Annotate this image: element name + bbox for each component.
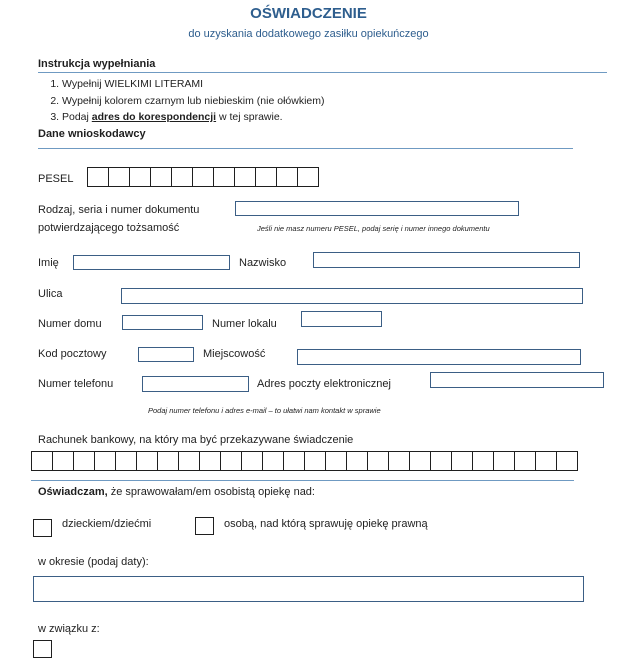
children-checkbox[interactable] xyxy=(33,519,52,537)
pesel-digit-cell[interactable] xyxy=(171,167,193,187)
bank-digit-cell[interactable] xyxy=(493,451,515,471)
instructions-list xyxy=(36,76,325,126)
pesel-digit-cell[interactable] xyxy=(108,167,130,187)
postal-code-field[interactable] xyxy=(138,347,194,362)
bank-digit-cell[interactable] xyxy=(325,451,347,471)
bank-digit-cell[interactable] xyxy=(514,451,536,471)
children-option-label: dzieckiem/dziećmi xyxy=(62,518,152,530)
bank-digit-cell[interactable] xyxy=(283,451,305,471)
pesel-digit-cell[interactable] xyxy=(276,167,298,187)
pesel-digit-cell[interactable] xyxy=(192,167,214,187)
pesel-digit-cell[interactable] xyxy=(234,167,256,187)
email-label: Adres poczty elektronicznej xyxy=(257,378,391,390)
instruction-item: 3. Podaj adres do korespondencji w tej sprawie. xyxy=(62,109,325,126)
bank-digit-cell[interactable] xyxy=(262,451,284,471)
bank-digit-cell[interactable] xyxy=(31,451,53,471)
bank-digit-cell[interactable] xyxy=(472,451,494,471)
bank-digit-cell[interactable] xyxy=(535,451,557,471)
bank-digit-cell[interactable] xyxy=(52,451,74,471)
bank-digit-cell[interactable] xyxy=(241,451,263,471)
bank-digit-cell[interactable] xyxy=(304,451,326,471)
bank-digit-cell[interactable] xyxy=(157,451,179,471)
bank-digit-cell[interactable] xyxy=(556,451,578,471)
bank-digit-cell[interactable] xyxy=(346,451,368,471)
pesel-digit-cell[interactable] xyxy=(150,167,172,187)
bank-account-label: Rachunek bankowy, na który ma być przekazywane świadczenie xyxy=(38,434,354,446)
instruction-item: 1. Wypełnij WIELKIMI LITERAMI xyxy=(62,76,325,93)
bank-digit-cell[interactable] xyxy=(367,451,389,471)
phone-field[interactable] xyxy=(142,376,249,392)
pesel-digit-cell[interactable] xyxy=(297,167,319,187)
bank-digit-cell[interactable] xyxy=(199,451,221,471)
city-label: Miejscowość xyxy=(203,348,266,360)
bank-digit-cell[interactable] xyxy=(220,451,242,471)
street-label: Ulica xyxy=(38,288,63,300)
document-label-line2: potwierdzającego tożsamość xyxy=(38,222,180,234)
bank-digit-cell[interactable] xyxy=(430,451,452,471)
bank-digit-cell[interactable] xyxy=(388,451,410,471)
last-name-label: Nazwisko xyxy=(239,257,287,269)
apartment-number-label: Numer lokalu xyxy=(212,318,277,330)
last-name-field[interactable] xyxy=(313,252,580,268)
applicant-divider xyxy=(38,148,573,149)
bank-digit-cell[interactable] xyxy=(451,451,473,471)
first-name-label: Imię xyxy=(38,257,59,269)
pesel-digit-cell[interactable] xyxy=(129,167,151,187)
bank-digit-cell[interactable] xyxy=(178,451,200,471)
instruction-item: 2. Wypełnij kolorem czarnym lub niebieskim (nie ołówkiem) xyxy=(62,93,325,110)
form-subtitle: do uzyskania dodatkowego zasiłku opiekuńczego xyxy=(188,28,429,40)
document-note: Jeśli nie masz numeru PESEL, podaj serię i numer innego dokumentu xyxy=(257,224,490,233)
bank-divider xyxy=(31,480,574,481)
form-title: OŚWIADCZENIE xyxy=(250,5,367,22)
house-number-label: Numer domu xyxy=(38,318,102,330)
pesel-digit-cell[interactable] xyxy=(87,167,109,187)
period-field[interactable] xyxy=(33,576,584,602)
reason-label: w związku z: xyxy=(38,623,100,635)
bank-digit-cell[interactable] xyxy=(409,451,431,471)
pesel-digit-cell[interactable] xyxy=(213,167,235,187)
bank-digit-cell[interactable] xyxy=(94,451,116,471)
bank-digit-cell[interactable] xyxy=(115,451,137,471)
house-number-field[interactable] xyxy=(122,315,203,330)
email-field[interactable] xyxy=(430,372,604,388)
bank-account-field[interactable] xyxy=(31,451,578,471)
instructions-divider xyxy=(38,72,607,73)
apartment-number-field[interactable] xyxy=(301,311,382,327)
postal-code-label: Kod pocztowy xyxy=(38,348,107,360)
ward-option-label: osobą, nad którą sprawuję opiekę prawną xyxy=(224,518,428,530)
applicant-heading: Dane wnioskodawcy xyxy=(38,128,146,140)
pesel-field[interactable] xyxy=(87,167,319,187)
instructions-heading: Instrukcja wypełniania xyxy=(38,58,156,70)
street-field[interactable] xyxy=(121,288,583,304)
pesel-label: PESEL xyxy=(38,173,74,185)
document-number-field[interactable] xyxy=(235,201,519,216)
declaration-lead: Oświadczam, że sprawowałam/em osobistą opiekę nad: xyxy=(38,486,315,498)
first-name-field[interactable] xyxy=(73,255,230,270)
phone-label: Numer telefonu xyxy=(38,378,114,390)
document-label-line1: Rodzaj, seria i numer dokumentu xyxy=(38,204,200,216)
period-label: w okresie (podaj daty): xyxy=(38,556,149,568)
contact-note: Podaj numer telefonu i adres e-mail – to ułatwi nam kontakt w sprawie xyxy=(148,406,381,415)
city-field[interactable] xyxy=(297,349,581,365)
bank-digit-cell[interactable] xyxy=(136,451,158,471)
reason-checkbox[interactable] xyxy=(33,640,52,658)
bank-digit-cell[interactable] xyxy=(73,451,95,471)
pesel-digit-cell[interactable] xyxy=(255,167,277,187)
ward-checkbox[interactable] xyxy=(195,517,214,535)
